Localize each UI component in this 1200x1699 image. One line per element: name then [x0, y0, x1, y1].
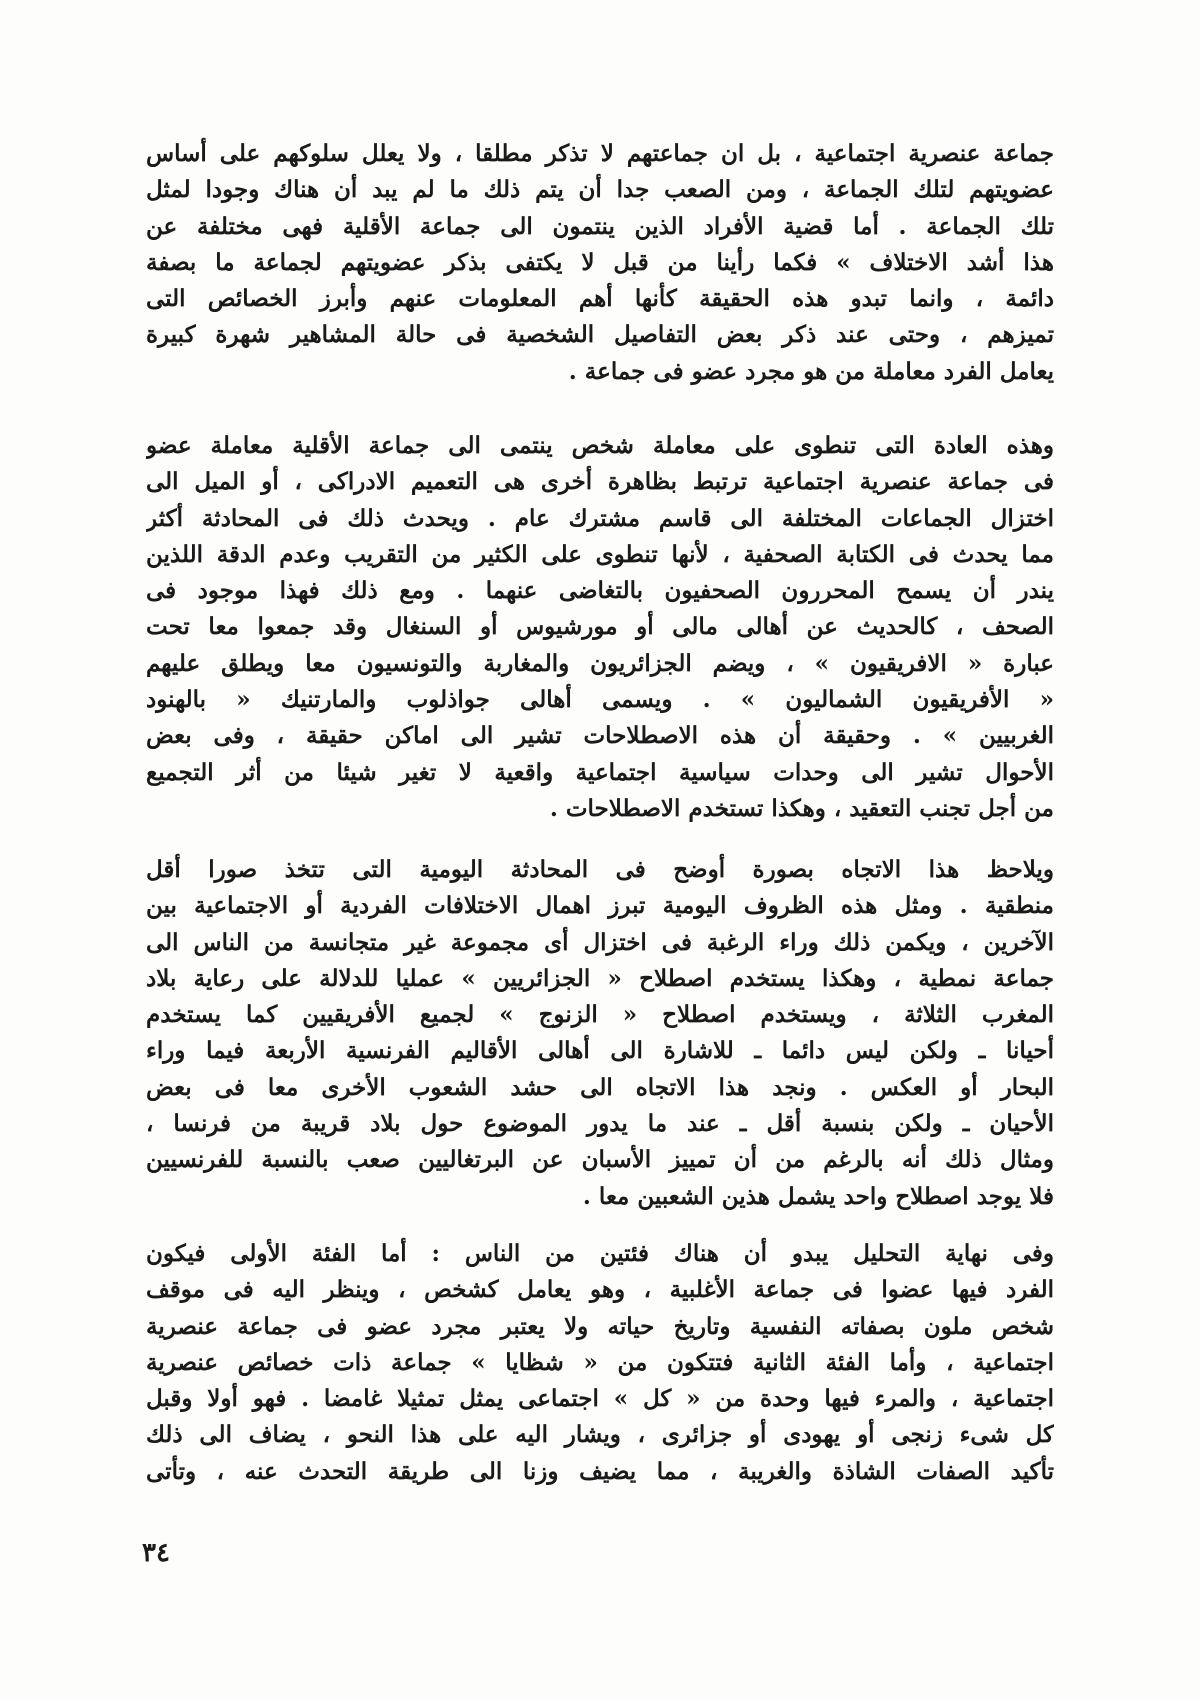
text-line: اختزال الجماعات المختلفة الى قاسم مشترك عام . ويحدث ذلك فى المحادثة أكثر: [146, 504, 1054, 532]
paragraph-3: [146, 852, 1054, 1215]
text-line: يندر أن يسمح المحررون الصحفيون بالتغاضى عنهما . ومع ذلك فهذا موجود فى: [146, 577, 1054, 605]
text-line: أحيانا ـ ولكن ليس دائما ـ للاشارة الى أهالى الأقاليم الفرنسية الأربعة فيما وراء: [146, 1037, 1054, 1065]
text-line: الفرد فيها عضوا فى جماعة الأغلبية ، وهو يعامل كشخص ، وينظر اليه فى موقف: [146, 1276, 1054, 1304]
text-line: المغرب الثلاثة ، ويستخدم اصطلاح « الزنوج » لجميع الأفريقيين كما يستخدم: [146, 1001, 1054, 1029]
text-line: جماعة عنصرية اجتماعية ، بل ان جماعتهم لا تذكر مطلقا ، ولا يعلل سلوكهم على أساس: [146, 140, 1054, 167]
text-line: ويلاحظ هذا الاتجاه بصورة أوضح فى المحادثة اليومية التى تتخذ صورا أقل: [146, 856, 1054, 883]
text-line: تميزهم ، وحتى عند ذكر بعض التفاصيل الشخصية فى حالة المشاهير شهرة كبيرة: [146, 321, 1054, 349]
text-line: اجتماعية ، والمرء فيها وحدة من « كل » اجتماعى يمثل تمثيلا غامضا . فهو أولا وقبل: [146, 1385, 1054, 1413]
text-line: هذا أشد الاختلاف » فكما رأينا من قبل لا يكتفى بذكر عضويتهم لجماعة ما بصفة: [146, 248, 1054, 276]
text-line: تلك الجماعة . أما قضية الأفراد الذين ينتمون الى جماعة الأقلية فهى مختلفة عن: [146, 212, 1054, 240]
text-line: يعامل الفرد معاملة من هو مجرد عضو فى جماعة .: [568, 357, 1054, 385]
paragraph-1: [146, 136, 1054, 390]
text-line: عبارة « الافريقيون » ، ويضم الجزائريون والمغاربة والتونسيون معا ويطلق عليهم: [146, 649, 1054, 677]
text-line: الغربيين » . وحقيقة أن هذه الاصطلاحات تشير الى اماكن حقيقة ، وفى بعض: [146, 722, 1054, 750]
page-number: ٣٤: [142, 1538, 170, 1568]
text-line: مما يحدث فى الكتابة الصحفية ، لأنها تنطوى على الكثير من التقريب وعدم الدقة اللذين: [146, 540, 1054, 568]
text-line: من أجل تجنب التعقيد ، وهكذا تستخدم الاصطلاحات .: [549, 794, 1054, 822]
text-line: ومثال ذلك أنه بالرغم من أن تمييز الأسبان عن البرتغاليين صعب بالنسبة للفرنسيين: [146, 1146, 1054, 1174]
text-line: الأحوال تشير الى وحدات سياسية اجتماعية واقعية لا تغير شيئا من أثر التجميع: [146, 758, 1054, 786]
text-line: الأحيان ـ ولكن بنسبة أقل ـ عند ما يدور الموضوع حول بلاد قريبة من فرنسا ،: [146, 1110, 1054, 1138]
text-line: « الأفريقيون الشماليون » . ويسمى أهالى جواذلوب والمارتنيك « بالهنود: [146, 686, 1054, 714]
text-line: عضويتهم لتلك الجماعة ، ومن الصعب جدا أن يتم ذلك ما لم يبد أن هناك وجودا لمثل: [146, 176, 1054, 204]
text-line: الآخرين ، ويكمن ذلك وراء الرغبة فى اختزال أى مجموعة غير متجانسة من الناس الى: [146, 928, 1054, 956]
text-line: الصحف ، كالحديث عن أهالى مالى أو مورشيوس أو السنغال وقد جمعوا معا تحت: [146, 613, 1054, 641]
text-line: كل شىء زنجى أو يهودى أو جزائرى ، ويشار اليه على هذا النحو ، يضاف الى ذلك: [146, 1421, 1054, 1449]
text-line: اجتماعية ، وأما الفئة الثانية فتتكون من « شظايا » جماعة ذات خصائص عنصرية: [146, 1348, 1054, 1376]
text-line: وهذه العادة التى تنطوى على معاملة شخص ينتمى الى جماعة الأقلية معاملة عضو: [146, 432, 1054, 459]
text-line: فلا يوجد اصطلاح واحد يشمل هذين الشعبين معا .: [582, 1182, 1054, 1210]
text-line: جماعة نمطية ، وهكذا يستخدم اصطلاح « الجزائريين » عمليا للدلالة على رعاية بلاد: [146, 964, 1054, 992]
text-line: دائمة ، وانما تبدو هذه الحقيقة كأنها أهم المعلومات عنهم وأبرز الخصائص التى: [146, 285, 1054, 313]
text-line: شخص ملون بصفاته النفسية وتاريخ حياته ولا يعتبر مجرد عضو فى جماعة عنصرية: [146, 1312, 1054, 1340]
text-line: البحار أو العكس . ونجد هذا الاتجاه الى حشد الشعوب الأخرى معا فى بعض: [146, 1073, 1054, 1101]
text-line: فى جماعة عنصرية اجتماعية ترتبط بظاهرة أخرى هى التعميم الادراكى ، أو الميل الى: [146, 468, 1054, 496]
text-line: منطقية . ومثل هذه الظروف اليومية تبرز اهمال الاختلافات الفردية أو الاجتماعية بين: [146, 892, 1054, 920]
paragraph-4: [146, 1236, 1054, 1490]
text-line: وفى نهاية التحليل يبدو أن هناك فئتين من الناس : أما الفئة الأولى فيكون: [146, 1240, 1054, 1267]
text-line: تأكيد الصفات الشاذة والغريبة ، مما يضيف وزنا الى طريقة التحدث عنه ، وتأتى: [146, 1457, 1054, 1485]
paragraph-2: [146, 428, 1054, 827]
